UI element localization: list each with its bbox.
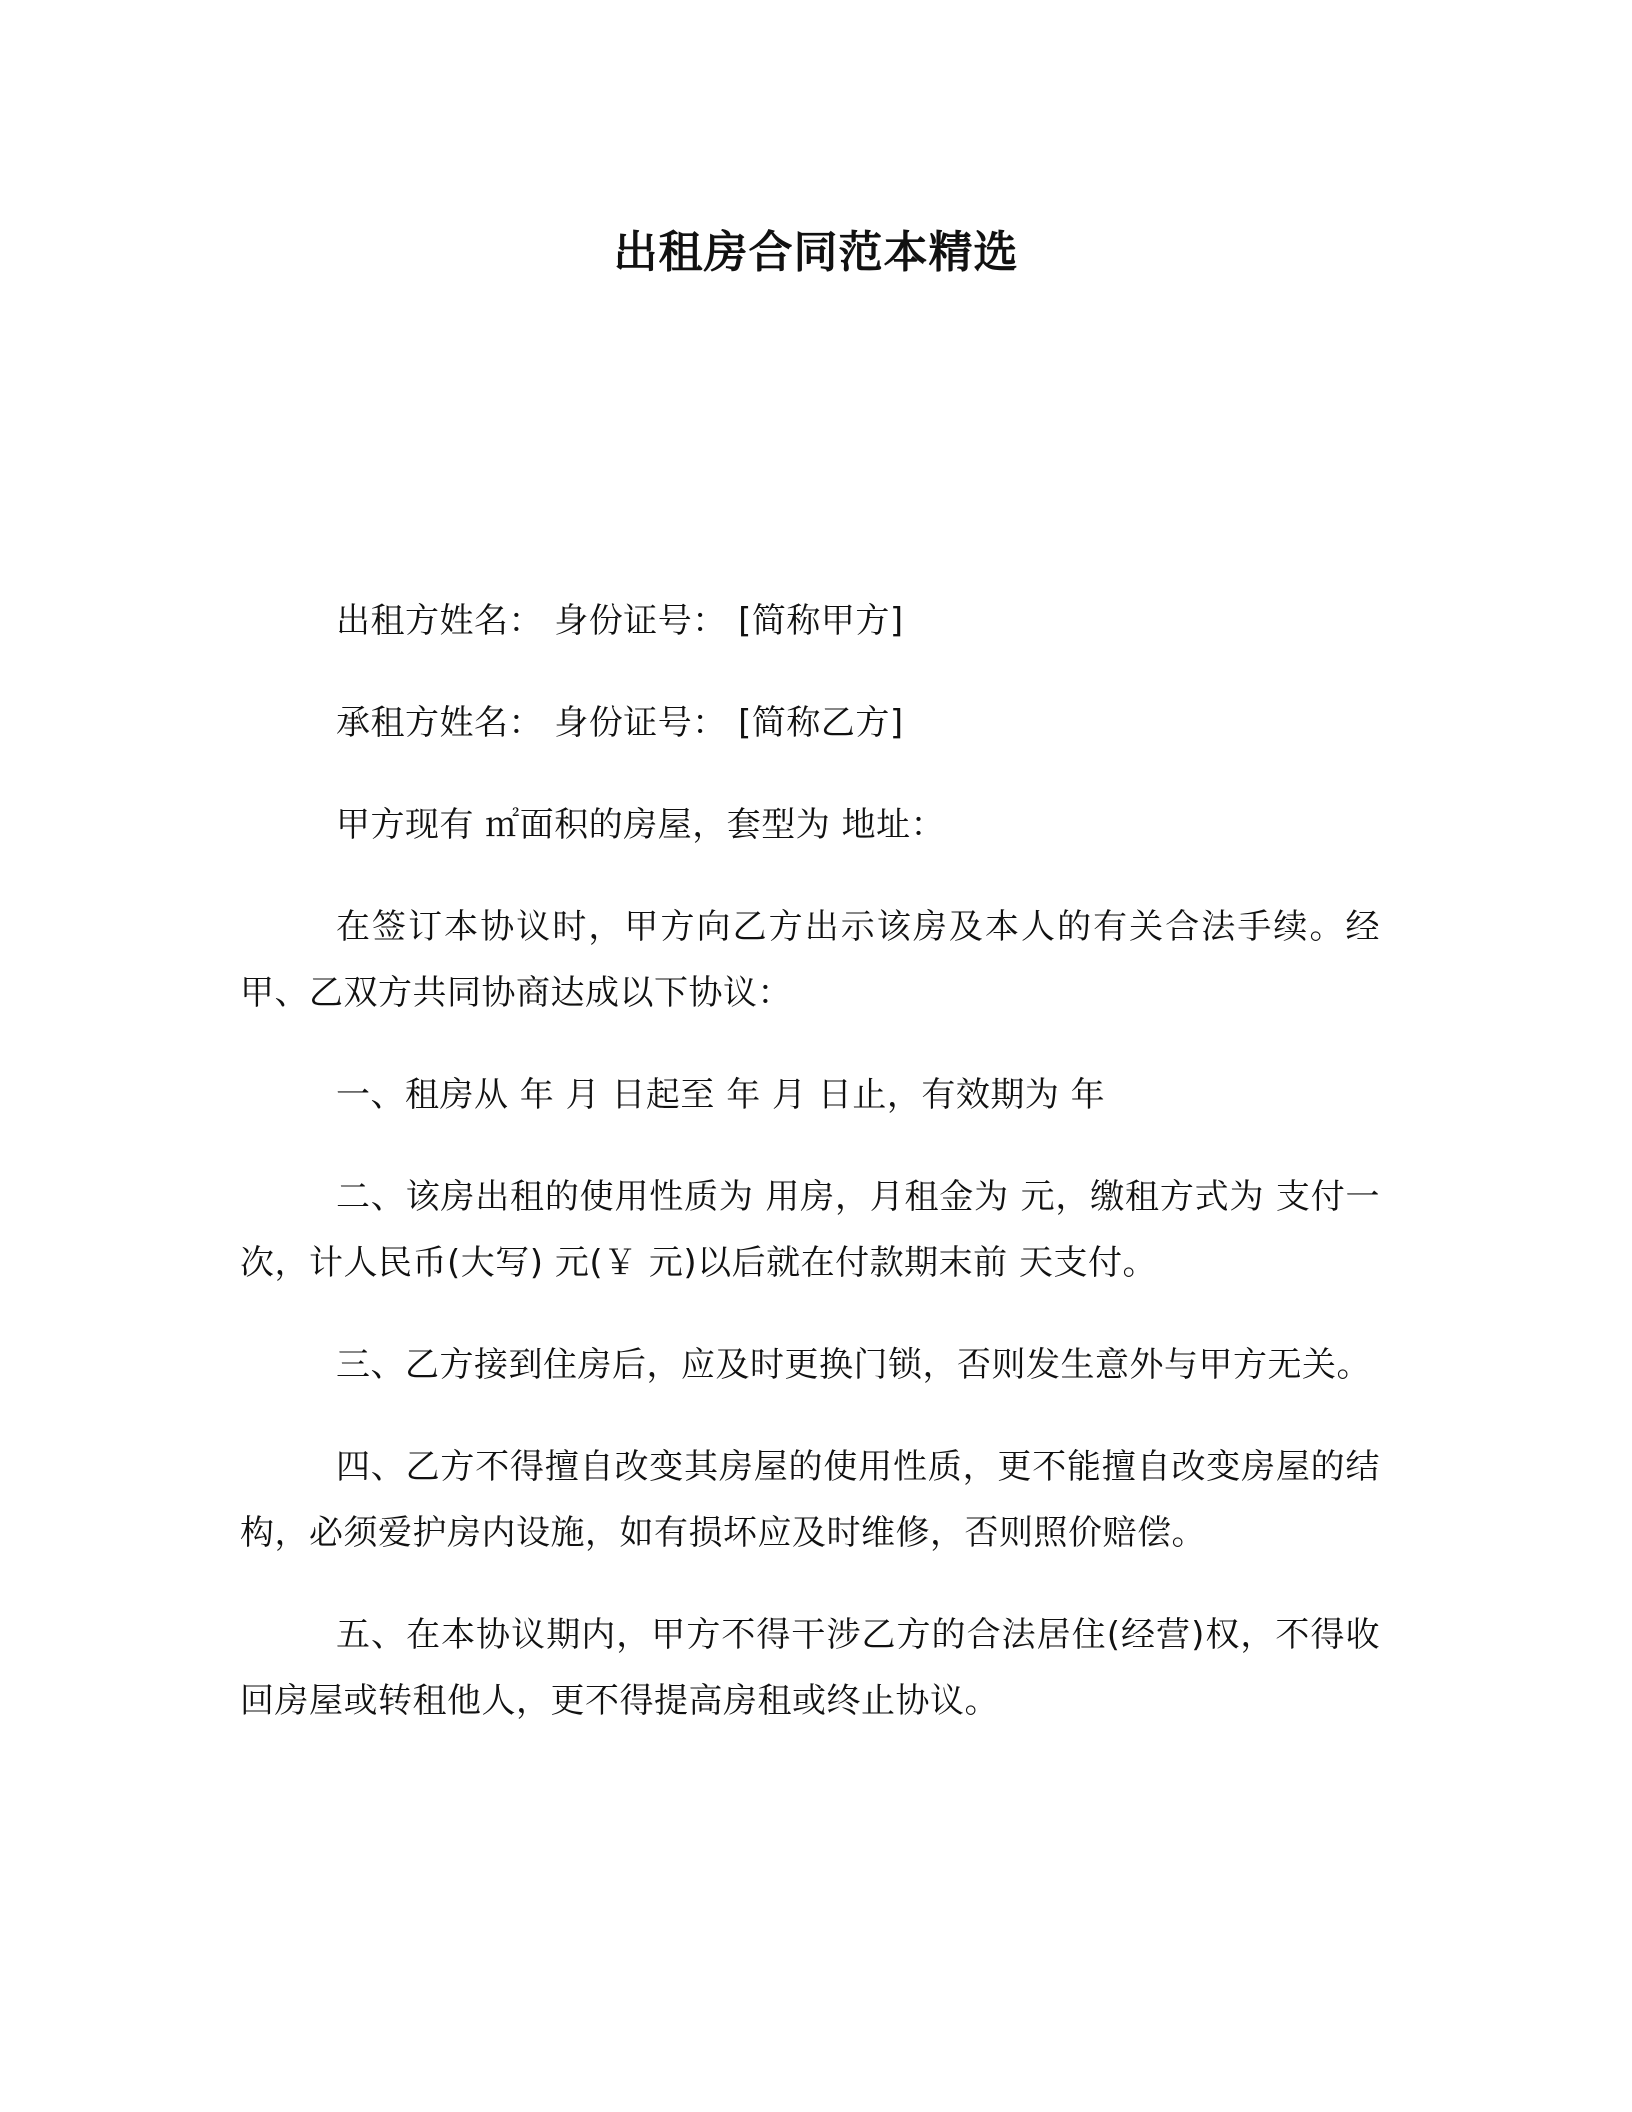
- clause-5: 五、在本协议期内，甲方不得干涉乙方的合法居住(经营)权，不得收回房屋或转租他人，更不得提高房租或终止协议。: [240, 1615, 1380, 1721]
- clause-4: 四、乙方不得擅自改变其房屋的使用性质，更不能擅自改变房屋的结构，必须爱护房内设施，如有损坏应及时维修，否则照价赔偿。: [240, 1447, 1380, 1553]
- clause-2: 二、该房出租的使用性质为 用房，月租金为 元，缴租方式为 支付一次，计人民币(大写) 元(￥ 元)以后就在付款期末前 天支付。: [240, 1177, 1380, 1283]
- paragraph-intro: 在签订本协议时，甲方向乙方出示该房及本人的有关合法手续。经甲、乙双方共同协商达成以下协议：: [240, 907, 1380, 1013]
- document-title: 出租房合同范本精选: [613, 227, 1019, 278]
- clause-1: 一、租房从 年 月 日起至 年 月 日止，有效期为 年: [336, 1075, 1106, 1115]
- paragraph-property: 甲方现有 ㎡面积的房屋，套型为 地址：: [336, 805, 946, 845]
- document-body: [240, 588, 1380, 1734]
- paragraph-lessee: 承租方姓名： 身份证号： [简称乙方]: [336, 703, 904, 743]
- paragraph-lessor: 出租方姓名： 身份证号： [简称甲方]: [336, 601, 904, 641]
- clause-3: 三、乙方接到住房后，应及时更换门锁，否则发生意外与甲方无关。: [336, 1345, 1371, 1385]
